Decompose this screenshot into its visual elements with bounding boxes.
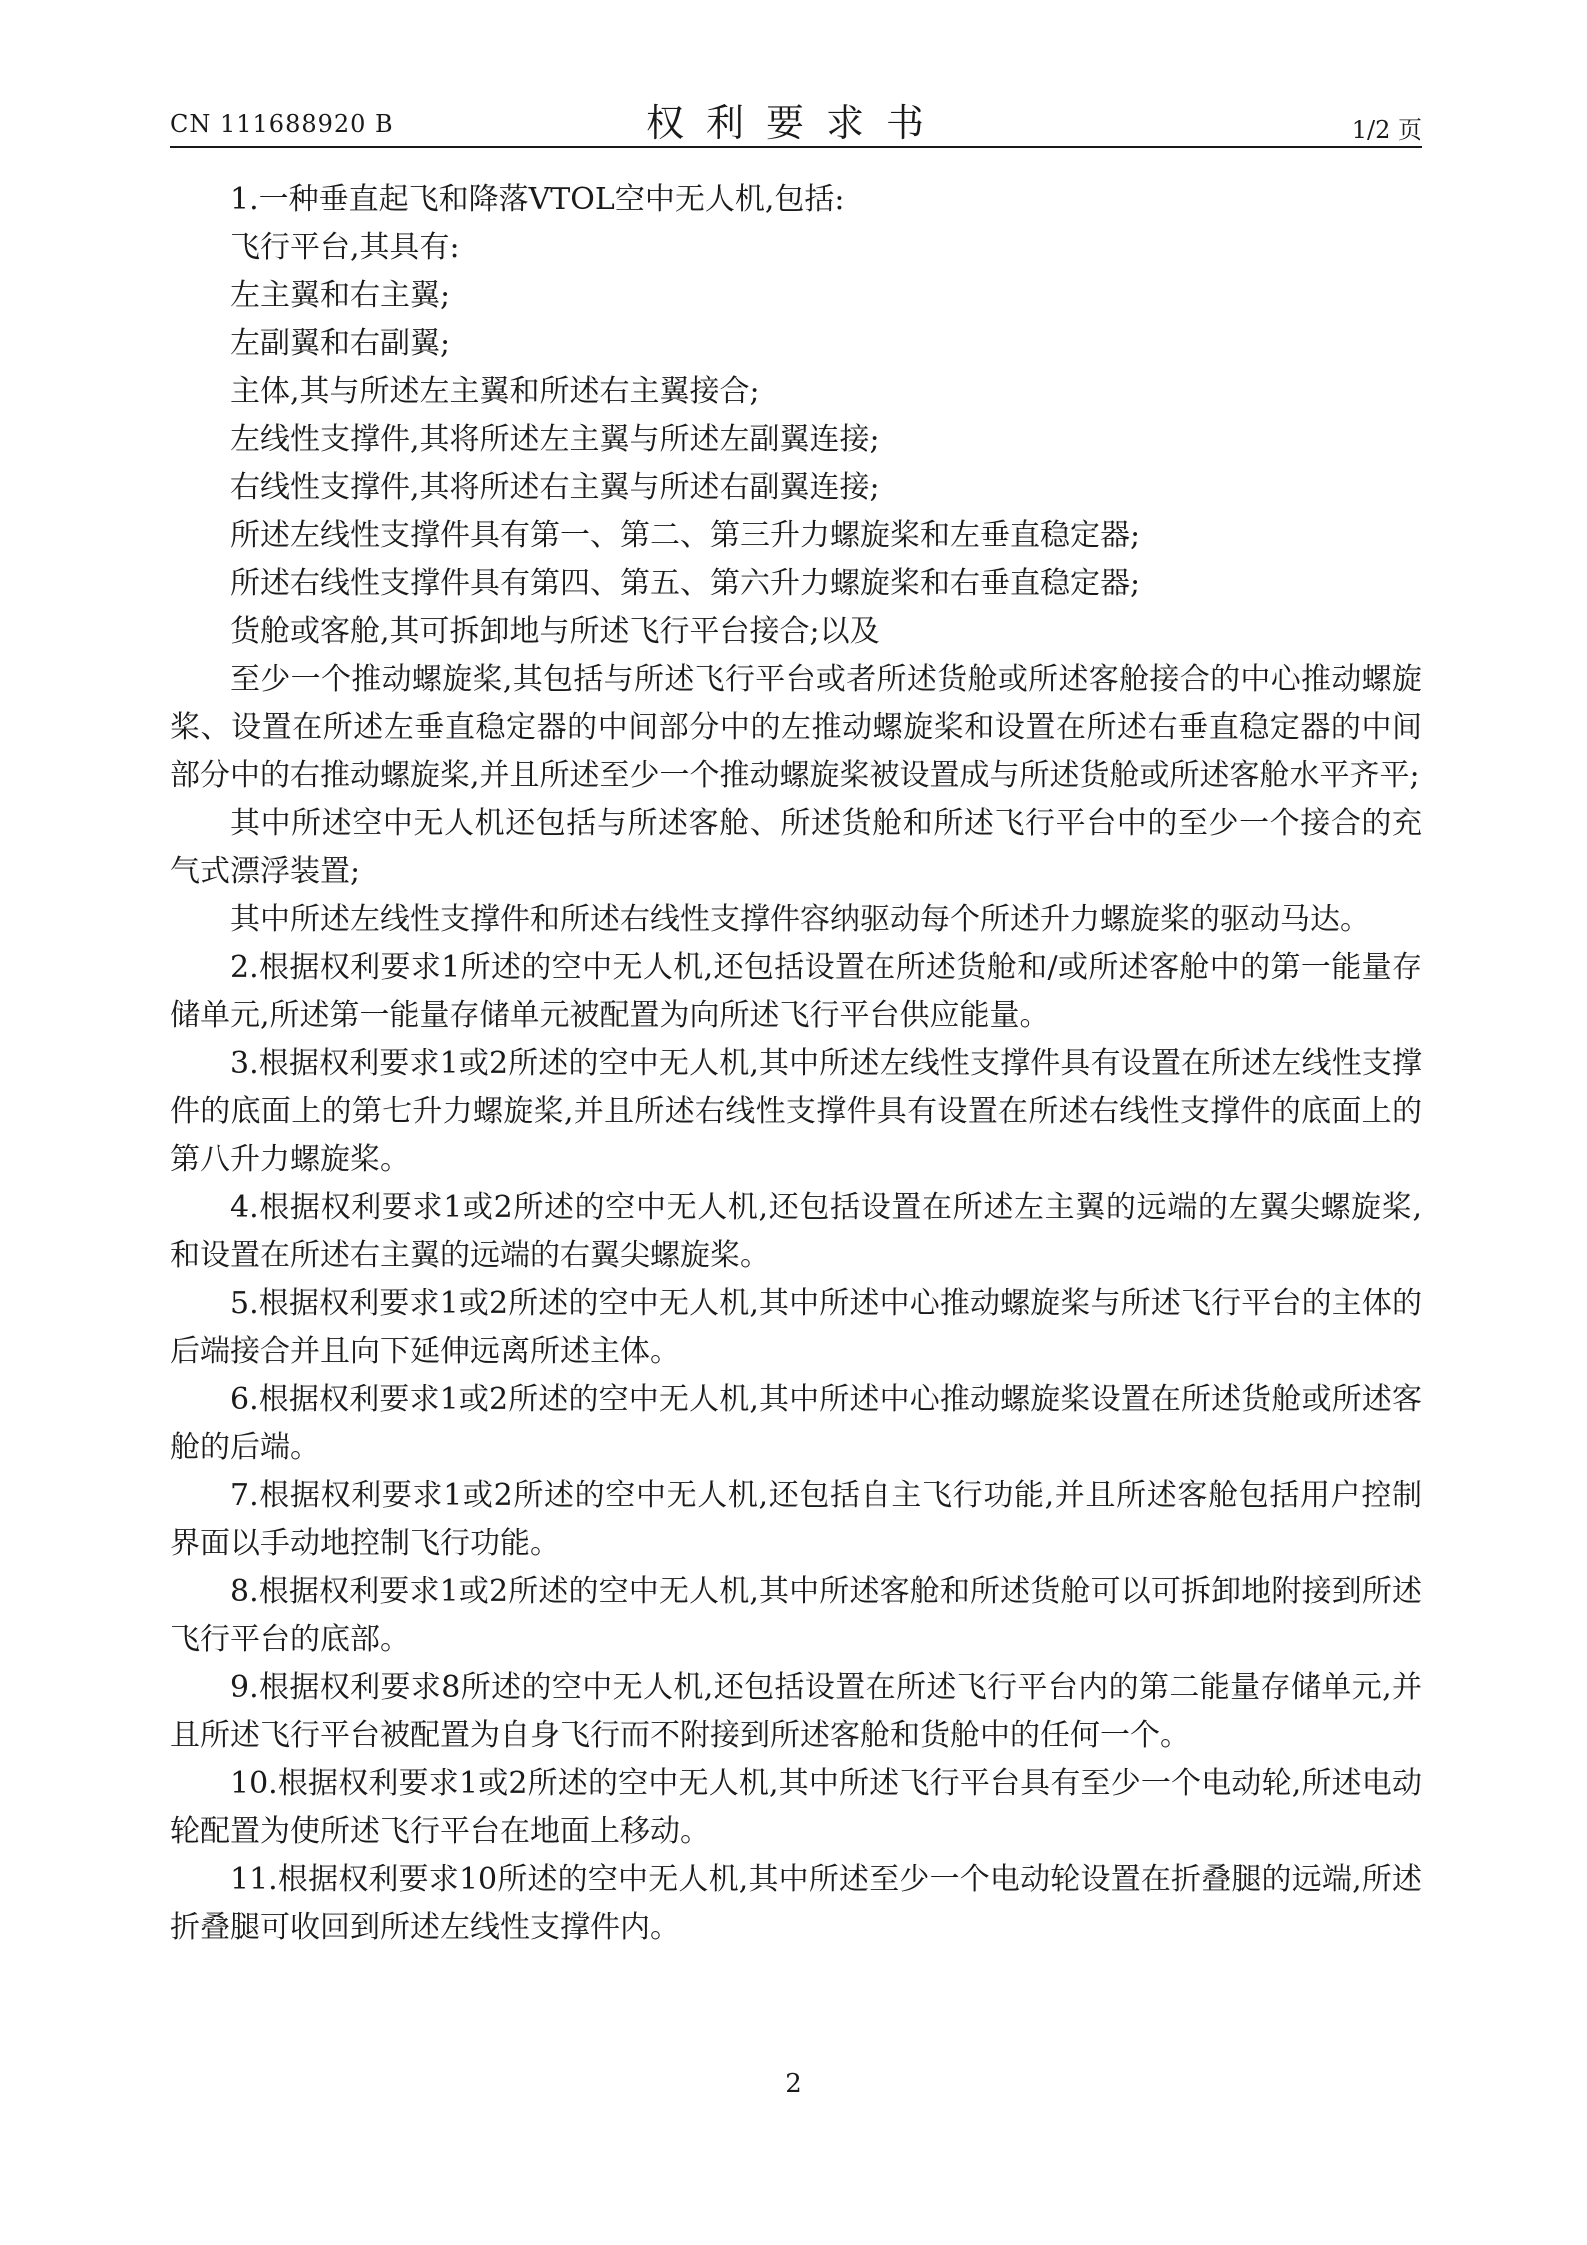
claim-paragraph: 所述右线性支撑件具有第四、第五、第六升力螺旋桨和右垂直稳定器;: [230, 566, 1141, 601]
claim-paragraph: 6.根据权利要求1或2所述的空中无人机,其中所述中心推动螺旋桨设置在所述货舱或所述客舱的后端。: [170, 1382, 1422, 1465]
claim-paragraph: 8.根据权利要求1或2所述的空中无人机,其中所述客舱和所述货舱可以可拆卸地附接到所述飞行平台的底部。: [170, 1574, 1422, 1657]
claim-paragraph: 所述左线性支撑件具有第一、第二、第三升力螺旋桨和左垂直稳定器;: [230, 518, 1141, 553]
claim-paragraph: 右线性支撑件,其将所述右主翼与所述右副翼连接;: [230, 470, 880, 505]
header-divider: [170, 146, 1422, 148]
claim-paragraph: 其中所述左线性支撑件和所述右线性支撑件容纳驱动每个所述升力螺旋桨的驱动马达。: [230, 902, 1370, 937]
claim-paragraph: 11.根据权利要求10所述的空中无人机,其中所述至少一个电动轮设置在折叠腿的远端,所述折叠腿可收回到所述左线性支撑件内。: [170, 1862, 1422, 1945]
claim-paragraph: 飞行平台,其具有:: [230, 230, 460, 265]
claim-paragraph: 货舱或客舱,其可拆卸地与所述飞行平台接合;以及: [230, 614, 880, 649]
claim-paragraph: 1.一种垂直起飞和降落VTOL空中无人机,包括:: [230, 182, 845, 217]
claims-body: [170, 176, 1422, 1952]
claim-paragraph: 左主翼和右主翼;: [230, 278, 451, 313]
claim-paragraph: 左线性支撑件,其将所述左主翼与所述左副翼连接;: [230, 422, 880, 457]
claim-paragraph: 4.根据权利要求1或2所述的空中无人机,还包括设置在所述左主翼的远端的左翼尖螺旋桨,和设置在所述右主翼的远端的右翼尖螺旋桨。: [170, 1190, 1422, 1273]
claim-paragraph: 9.根据权利要求8所述的空中无人机,还包括设置在所述飞行平台内的第二能量存储单元,并且所述飞行平台被配置为自身飞行而不附接到所述客舱和货舱中的任何一个。: [170, 1670, 1422, 1753]
claim-paragraph: 7.根据权利要求1或2所述的空中无人机,还包括自主飞行功能,并且所述客舱包括用户控制界面以手动地控制飞行功能。: [170, 1478, 1422, 1561]
publication-number: CN 111688920 B: [170, 110, 394, 138]
claim-paragraph: 5.根据权利要求1或2所述的空中无人机,其中所述中心推动螺旋桨与所述飞行平台的主体的后端接合并且向下延伸远离所述主体。: [170, 1286, 1422, 1369]
claim-paragraph: 2.根据权利要求1所述的空中无人机,还包括设置在所述货舱和/或所述客舱中的第一能量存储单元,所述第一能量存储单元被配置为向所述飞行平台供应能量。: [170, 950, 1422, 1033]
claim-paragraph: 至少一个推动螺旋桨,其包括与所述飞行平台或者所述货舱或所述客舱接合的中心推动螺旋桨、设置在所述左垂直稳定器的中间部分中的左推动螺旋桨和设置在所述右垂直稳定器的中间部分中的右推动螺旋桨,并且所述至少一个推动螺旋桨被设置成与所述货舱或所述客舱水平齐平;: [170, 662, 1422, 793]
claim-paragraph: 其中所述空中无人机还包括与所述客舱、所述货舱和所述飞行平台中的至少一个接合的充气式漂浮装置;: [170, 806, 1422, 889]
page-header: [170, 88, 1422, 148]
claim-paragraph: 左副翼和右副翼;: [230, 326, 451, 361]
claim-paragraph: 主体,其与所述左主翼和所述右主翼接合;: [230, 374, 760, 409]
page-count: 1/2 页: [1351, 116, 1422, 144]
page-number: 2: [785, 2069, 802, 2099]
claim-paragraph: 10.根据权利要求1或2所述的空中无人机,其中所述飞行平台具有至少一个电动轮,所述电动轮配置为使所述飞行平台在地面上移动。: [170, 1766, 1422, 1849]
claim-paragraph: 3.根据权利要求1或2所述的空中无人机,其中所述左线性支撑件具有设置在所述左线性支撑件的底面上的第七升力螺旋桨,并且所述右线性支撑件具有设置在所述右线性支撑件的底面上的第八升力螺旋桨。: [170, 1046, 1422, 1177]
document-title: 权利要求书: [645, 101, 946, 145]
